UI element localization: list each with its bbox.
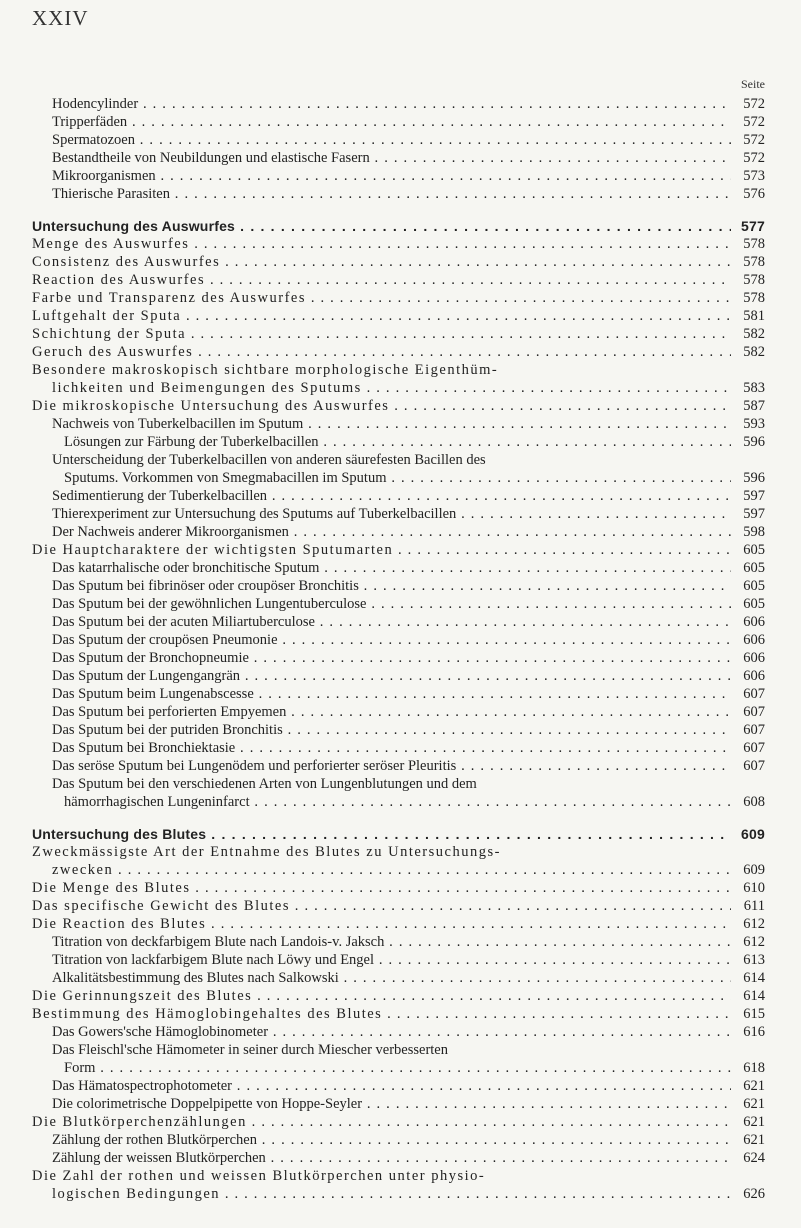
toc-entry-title: Die Gerinnungszeit des Blutes . . . xyxy=(32,987,755,1005)
table-of-contents xyxy=(0,95,801,1203)
toc-entry xyxy=(0,667,801,685)
toc-entry xyxy=(0,271,801,289)
toc-entry xyxy=(0,113,801,131)
toc-entry-page: 612 xyxy=(731,933,765,951)
toc-entry xyxy=(0,987,801,1005)
toc-entry xyxy=(0,861,801,879)
toc-entry-title: Zählung der rothen Blutkörperchen . . . xyxy=(52,1131,755,1149)
toc-entry-title: Das Sputum bei Bronchiektasie . . . xyxy=(52,739,755,757)
toc-entry-title: Tripperfäden . . . xyxy=(52,113,755,131)
toc-entry xyxy=(0,343,801,361)
toc-entry xyxy=(0,253,801,271)
toc-entry xyxy=(0,1113,801,1131)
toc-entry-title: Die Menge des Blutes . . . xyxy=(32,879,755,897)
toc-entry-page: 593 xyxy=(731,415,765,433)
toc-entry xyxy=(0,185,801,203)
toc-entry xyxy=(0,775,801,793)
toc-entry-title: Thierische Parasiten . . . xyxy=(52,185,755,203)
toc-entry xyxy=(0,415,801,433)
toc-entry-title: Zweckmässigste Art der Entnahme des Blutes zu Untersuchungs- xyxy=(32,844,501,860)
toc-entry-page: 605 xyxy=(731,577,765,595)
section-heading-title: Untersuchung des Blutes . . . xyxy=(32,825,755,843)
toc-entry-title: Bestimmung des Hämoglobingehaltes des Blutes . . . xyxy=(32,1005,755,1023)
toc-entry xyxy=(0,1095,801,1113)
toc-entry-page: 607 xyxy=(731,757,765,775)
toc-entry-page: 572 xyxy=(731,113,765,131)
toc-entry-title: Consistenz des Auswurfes . . . xyxy=(32,253,755,271)
toc-entry xyxy=(0,559,801,577)
toc-entry xyxy=(0,1149,801,1167)
toc-entry-page: 607 xyxy=(731,721,765,739)
toc-entry xyxy=(0,149,801,167)
toc-entry-page: 606 xyxy=(731,667,765,685)
section-gap xyxy=(0,203,801,217)
toc-entry-title: Titration von lackfarbigem Blute nach Löwy und Engel . . . xyxy=(52,951,755,969)
toc-entry-title: Das Fleischl'sche Hämometer in seiner durch Miescher verbesserten xyxy=(52,1042,448,1058)
toc-entry-title: hämorrhagischen Lungeninfarct . . . xyxy=(64,793,755,811)
toc-entry-title: Zählung der weissen Blutkörperchen . . . xyxy=(52,1149,755,1167)
toc-entry xyxy=(0,1131,801,1149)
toc-entry-title: Sedimentierung der Tuberkelbacillen . . . xyxy=(52,487,755,505)
section-heading-title: Untersuchung des Auswurfes . . . xyxy=(32,217,755,235)
toc-entry-title: Thierexperiment zur Untersuchung des Sputums auf Tuberkelbacillen . . . xyxy=(52,505,755,523)
toc-entry-title: Die colorimetrische Doppelpipette von Hoppe-Seyler . . . xyxy=(52,1095,755,1113)
toc-entry-page: 612 xyxy=(731,915,765,933)
toc-entry-page: 573 xyxy=(731,167,765,185)
toc-entry-page: 572 xyxy=(731,95,765,113)
toc-entry xyxy=(0,969,801,987)
toc-entry-page: 611 xyxy=(731,897,765,915)
toc-entry-page: 576 xyxy=(731,185,765,203)
toc-entry-title: Das seröse Sputum bei Lungenödem und perforierter seröser Pleuritis . . . xyxy=(52,757,755,775)
toc-entry xyxy=(0,951,801,969)
toc-entry xyxy=(0,1059,801,1077)
page-column-label: Seite xyxy=(741,77,765,91)
toc-entry-page: 614 xyxy=(731,987,765,1005)
toc-entry-title: Das Sputum bei fibrinöser oder croupöser Bronchitis . . . xyxy=(52,577,755,595)
toc-entry-title: Alkalitätsbestimmung des Blutes nach Salkowski . . . xyxy=(52,969,755,987)
toc-entry xyxy=(0,793,801,811)
toc-entry-title: Besondere makroskopisch sichtbare morphologische Eigenthüm- xyxy=(32,362,499,378)
toc-entry-page: 578 xyxy=(731,235,765,253)
toc-entry-page: 614 xyxy=(731,969,765,987)
toc-entry-title: Das specifische Gewicht des Blutes . . . xyxy=(32,897,755,915)
toc-entry-title: Lösungen zur Färbung der Tuberkelbacillen . . . xyxy=(64,433,755,451)
section-heading xyxy=(0,217,801,235)
toc-entry-page: 587 xyxy=(731,397,765,415)
toc-entry-page: 572 xyxy=(731,131,765,149)
section-heading-page: 577 xyxy=(731,217,765,235)
toc-entry-page: 621 xyxy=(731,1077,765,1095)
toc-entry-title: Das katarrhalische oder bronchitische Sputum . . . xyxy=(52,559,755,577)
toc-entry-page: 597 xyxy=(731,505,765,523)
toc-entry-page: 607 xyxy=(731,685,765,703)
toc-entry xyxy=(0,95,801,113)
section-heading xyxy=(0,825,801,843)
toc-entry xyxy=(0,897,801,915)
toc-entry-title: Das Sputum der croupösen Pneumonie . . . xyxy=(52,631,755,649)
toc-entry-title: Bestandtheile von Neubildungen und elastische Fasern . . . xyxy=(52,149,755,167)
toc-entry-title: Schichtung der Sputa . . . xyxy=(32,325,755,343)
toc-entry-title: Das Sputum bei der acuten Miliartuberculose . . . xyxy=(52,613,755,631)
toc-entry-title: Die Hauptcharaktere der wichtigsten Sputumarten . . . xyxy=(32,541,755,559)
toc-entry-page: 616 xyxy=(731,1023,765,1041)
toc-entry-title: Mikroorganismen . . . xyxy=(52,167,755,185)
toc-entry-page: 597 xyxy=(731,487,765,505)
toc-entry-page: 621 xyxy=(731,1131,765,1149)
toc-entry-page: 583 xyxy=(731,379,765,397)
toc-entry-page: 582 xyxy=(731,325,765,343)
toc-entry-title: Farbe und Transparenz des Auswurfes . . . xyxy=(32,289,755,307)
toc-entry-page: 606 xyxy=(731,613,765,631)
toc-entry xyxy=(0,757,801,775)
section-heading-page: 609 xyxy=(731,825,765,843)
toc-entry-page: 578 xyxy=(731,289,765,307)
toc-entry xyxy=(0,879,801,897)
toc-entry xyxy=(0,685,801,703)
toc-entry-page: 621 xyxy=(731,1095,765,1113)
toc-entry xyxy=(0,1167,801,1185)
toc-entry-page: 596 xyxy=(731,433,765,451)
toc-entry-title: Das Sputum bei der gewöhnlichen Lungentuberculose . . . xyxy=(52,595,755,613)
toc-entry-page: 606 xyxy=(731,649,765,667)
toc-entry-title: logischen Bedingungen . . . xyxy=(52,1185,755,1203)
toc-entry-title: Hodencylinder . . . xyxy=(52,95,755,113)
toc-entry-page: 618 xyxy=(731,1059,765,1077)
toc-entry-title: Das Hämatospectrophotometer . . . xyxy=(52,1077,755,1095)
toc-entry-title: Reaction des Auswurfes . . . xyxy=(32,271,755,289)
toc-entry-page: 572 xyxy=(731,149,765,167)
toc-entry xyxy=(0,235,801,253)
toc-entry-page: 598 xyxy=(731,523,765,541)
toc-entry xyxy=(0,433,801,451)
toc-entry xyxy=(0,843,801,861)
toc-entry-title: Form . . . xyxy=(64,1059,755,1077)
toc-entry-page: 621 xyxy=(731,1113,765,1131)
toc-entry-page: 610 xyxy=(731,879,765,897)
toc-entry-title: Spermatozoen . . . xyxy=(52,131,755,149)
toc-entry-title: lichkeiten und Beimengungen des Sputums . . . xyxy=(52,379,755,397)
toc-entry-title: Das Gowers'sche Hämoglobinometer . . . xyxy=(52,1023,755,1041)
toc-entry-title: Menge des Auswurfes . . . xyxy=(32,235,755,253)
toc-entry xyxy=(0,739,801,757)
toc-entry xyxy=(0,289,801,307)
toc-entry-title: Das Sputum der Lungengangrän . . . xyxy=(52,667,755,685)
toc-entry xyxy=(0,613,801,631)
toc-entry xyxy=(0,915,801,933)
toc-entry-title: Unterscheidung der Tuberkelbacillen von anderen säurefesten Bacillen des xyxy=(52,452,486,468)
toc-entry xyxy=(0,703,801,721)
toc-entry-page: 578 xyxy=(731,271,765,289)
toc-entry xyxy=(0,451,801,469)
toc-entry-page: 608 xyxy=(731,793,765,811)
toc-entry-title: Titration von deckfarbigem Blute nach Landois-v. Jaksch . . . xyxy=(52,933,755,951)
toc-entry-page: 613 xyxy=(731,951,765,969)
toc-entry-page: 596 xyxy=(731,469,765,487)
toc-entry-page: 607 xyxy=(731,739,765,757)
toc-entry xyxy=(0,721,801,739)
toc-entry xyxy=(0,325,801,343)
toc-entry xyxy=(0,505,801,523)
toc-entry xyxy=(0,1041,801,1059)
toc-entry-title: Die Reaction des Blutes . . . xyxy=(32,915,755,933)
toc-entry xyxy=(0,361,801,379)
toc-entry xyxy=(0,469,801,487)
toc-entry-page: 609 xyxy=(731,861,765,879)
toc-entry-page: 624 xyxy=(731,1149,765,1167)
toc-entry-page: 605 xyxy=(731,595,765,613)
toc-entry xyxy=(0,1005,801,1023)
toc-entry-title: Die mikroskopische Untersuchung des Auswurfes . . . xyxy=(32,397,755,415)
toc-entry-page: 606 xyxy=(731,631,765,649)
toc-entry-title: Das Sputum der Bronchopneumie . . . xyxy=(52,649,755,667)
toc-entry xyxy=(0,649,801,667)
toc-entry xyxy=(0,307,801,325)
toc-entry-title: Das Sputum bei der putriden Bronchitis . . . xyxy=(52,721,755,739)
toc-entry xyxy=(0,487,801,505)
toc-entry-title: Der Nachweis anderer Mikroorganismen . . . xyxy=(52,523,755,541)
toc-entry-title: zwecken . . . xyxy=(52,861,755,879)
toc-entry-title: Das Sputum bei den verschiedenen Arten von Lungenblutungen und dem xyxy=(52,776,477,792)
toc-entry-page: 615 xyxy=(731,1005,765,1023)
toc-entry xyxy=(0,1185,801,1203)
section-gap xyxy=(0,811,801,825)
toc-entry xyxy=(0,523,801,541)
toc-entry-title: Sputums. Vorkommen von Smegmabacillen im Sputum . . . xyxy=(64,469,755,487)
toc-entry xyxy=(0,577,801,595)
toc-entry-title: Die Blutkörperchenzählungen . . . xyxy=(32,1113,755,1131)
toc-entry xyxy=(0,541,801,559)
toc-entry xyxy=(0,1023,801,1041)
toc-entry-page: 578 xyxy=(731,253,765,271)
toc-entry-page: 607 xyxy=(731,703,765,721)
toc-entry xyxy=(0,131,801,149)
toc-entry xyxy=(0,1077,801,1095)
page-number: XXIV xyxy=(32,6,89,30)
toc-entry-title: Luftgehalt der Sputa . . . xyxy=(32,307,755,325)
toc-entry-title: Das Sputum beim Lungenabscesse . . . xyxy=(52,685,755,703)
toc-entry-page: 605 xyxy=(731,541,765,559)
toc-entry-page: 626 xyxy=(731,1185,765,1203)
toc-entry-title: Geruch des Auswurfes . . . xyxy=(32,343,755,361)
toc-entry xyxy=(0,379,801,397)
toc-entry-page: 581 xyxy=(731,307,765,325)
toc-entry-title: Nachweis von Tuberkelbacillen im Sputum . . . xyxy=(52,415,755,433)
toc-entry-page: 605 xyxy=(731,559,765,577)
toc-entry-page: 582 xyxy=(731,343,765,361)
toc-entry xyxy=(0,595,801,613)
toc-entry xyxy=(0,631,801,649)
toc-entry xyxy=(0,167,801,185)
toc-entry-title: Das Sputum bei perforierten Empyemen . . . xyxy=(52,703,755,721)
toc-entry xyxy=(0,397,801,415)
toc-entry-title: Die Zahl der rothen und weissen Blutkörperchen unter physio- xyxy=(32,1168,486,1184)
toc-entry xyxy=(0,933,801,951)
